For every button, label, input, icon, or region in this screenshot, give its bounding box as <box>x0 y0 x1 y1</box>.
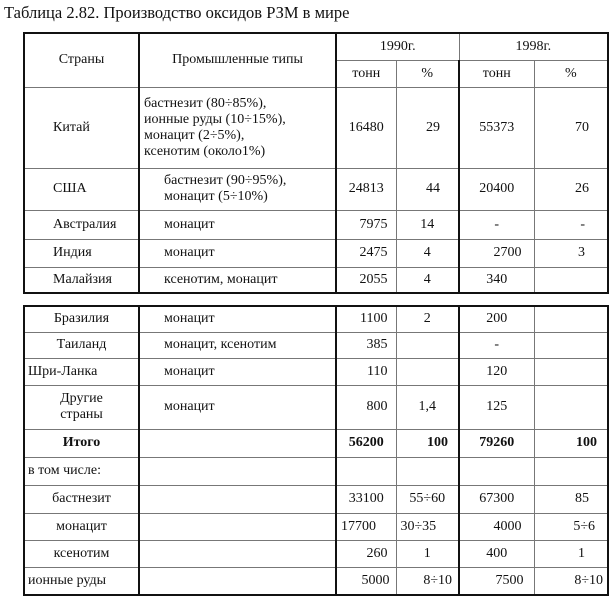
country-cell: монацит <box>24 513 139 540</box>
table-row <box>24 239 608 267</box>
types-cell: монацит <box>139 358 336 385</box>
country-cell: в том числе: <box>24 457 139 485</box>
header-pct-1990: % <box>396 60 459 87</box>
pct-1990-cell <box>396 457 459 485</box>
table-row <box>24 267 608 293</box>
country-cell: бастнезит <box>24 485 139 513</box>
country-cell <box>24 385 139 429</box>
pct-1990-cell: 1,4 <box>396 385 459 429</box>
tons-1998-cell <box>459 457 534 485</box>
pct-1990-cell: 30÷35 <box>396 513 459 540</box>
type-line: бастнезит (90÷95%), <box>164 173 287 188</box>
country-cell: ксенотим <box>24 540 139 567</box>
country-cell: Шри-Ланка <box>24 358 139 385</box>
types-cell <box>139 513 336 540</box>
tons-1998-cell: 125 <box>459 385 534 429</box>
country-cell: Индия <box>24 239 139 267</box>
pct-1998-cell: 5÷6 <box>534 513 608 540</box>
country-line: Другие <box>60 391 103 406</box>
table-row <box>24 332 608 358</box>
table-row <box>24 513 608 540</box>
header-tons-1998: тонн <box>459 60 534 87</box>
country-cell: США <box>24 168 139 210</box>
type-line: ионные руды (10÷15%), <box>144 111 286 127</box>
types-cell: монацит <box>139 306 336 332</box>
pct-1998-cell <box>534 358 608 385</box>
types-cell <box>139 457 336 485</box>
table-caption: Таблица 2.82. Производство оксидов РЗМ в мире <box>4 3 350 22</box>
types-cell <box>139 429 336 457</box>
country-line: страны <box>60 407 103 422</box>
pct-1998-cell: 1 <box>534 540 608 567</box>
tons-1990-cell: 2475 <box>336 239 396 267</box>
pct-1998-cell: 85 <box>534 485 608 513</box>
pct-1990-cell: 44 <box>396 168 459 210</box>
pct-1998-cell <box>534 385 608 429</box>
tons-1998-cell: 400 <box>459 540 534 567</box>
tons-1998-cell: - <box>459 210 534 239</box>
tons-1990-cell: 24813 <box>336 168 396 210</box>
tons-1990-cell: 1100 <box>336 306 396 332</box>
types-cell <box>139 567 336 595</box>
header-countries: Страны <box>24 33 139 87</box>
country-cell: Итого <box>24 429 139 457</box>
tons-1990-cell: 260 <box>336 540 396 567</box>
table-row <box>24 168 608 210</box>
header-industrial-types: Промышленные типы <box>139 33 336 87</box>
pct-1990-cell <box>396 358 459 385</box>
tons-1998-cell: 200 <box>459 306 534 332</box>
country-cell: Бразилия <box>24 306 139 332</box>
tons-1990-cell: 17700 <box>336 513 396 540</box>
pct-1998-cell <box>534 332 608 358</box>
pct-1990-cell: 55÷60 <box>396 485 459 513</box>
pct-1990-cell: 8÷10 <box>396 567 459 595</box>
tons-1990-cell <box>336 457 396 485</box>
tons-1998-cell: 67300 <box>459 485 534 513</box>
pct-1990-cell: 4 <box>396 239 459 267</box>
tons-1990-cell: 33100 <box>336 485 396 513</box>
types-cell: ксенотим, монацит <box>139 267 336 293</box>
country-cell: Таиланд <box>24 332 139 358</box>
header-year-1990: 1990г. <box>336 33 459 60</box>
type-line: бастнезит (80÷85%), <box>144 95 267 111</box>
tons-1990-cell: 110 <box>336 358 396 385</box>
types-cell <box>139 540 336 567</box>
table-row <box>24 87 608 168</box>
table-row <box>24 358 608 385</box>
table-row <box>24 567 608 595</box>
tons-1998-cell: - <box>459 332 534 358</box>
type-line: монацит (5÷10%) <box>164 189 268 204</box>
types-cell <box>139 87 336 168</box>
pct-1998-cell: 70 <box>534 87 608 168</box>
header-row-years <box>24 33 608 60</box>
tons-1998-cell: 4000 <box>459 513 534 540</box>
country-cell: Австралия <box>24 210 139 239</box>
pct-1990-cell: 14 <box>396 210 459 239</box>
pct-1998-cell: - <box>534 210 608 239</box>
types-cell <box>139 485 336 513</box>
header-tons-1990: тонн <box>336 60 396 87</box>
types-cell <box>139 168 336 210</box>
table-row <box>24 385 608 429</box>
pct-1998-cell: 100 <box>534 429 608 457</box>
production-table-part2 <box>23 305 609 596</box>
tons-1990-cell: 56200 <box>336 429 396 457</box>
country-cell: Китай <box>24 87 139 168</box>
pct-1990-cell <box>396 332 459 358</box>
types-cell: монацит <box>139 239 336 267</box>
type-line: монацит (2÷5%), <box>144 127 245 143</box>
tons-1998-cell: 120 <box>459 358 534 385</box>
tons-1990-cell: 385 <box>336 332 396 358</box>
pct-1990-cell: 1 <box>396 540 459 567</box>
header-pct-1998: % <box>534 60 608 87</box>
header-year-1998: 1998г. <box>459 33 608 60</box>
pct-1998-cell <box>534 267 608 293</box>
types-cell: монацит <box>139 210 336 239</box>
tons-1998-cell: 340 <box>459 267 534 293</box>
table-row <box>24 306 608 332</box>
production-table-part1 <box>23 32 609 294</box>
country-cell: ионные руды <box>24 567 139 595</box>
table-row-total <box>24 429 608 457</box>
types-cell: монацит, ксенотим <box>139 332 336 358</box>
tons-1990-cell: 2055 <box>336 267 396 293</box>
tons-1998-cell: 20400 <box>459 168 534 210</box>
table-row <box>24 210 608 239</box>
table-row <box>24 485 608 513</box>
tons-1998-cell: 2700 <box>459 239 534 267</box>
pct-1998-cell: 8÷10 <box>534 567 608 595</box>
table-row <box>24 540 608 567</box>
type-line: ксенотим (около1%) <box>144 143 266 159</box>
pct-1998-cell <box>534 306 608 332</box>
tons-1998-cell: 79260 <box>459 429 534 457</box>
pct-1998-cell: 3 <box>534 239 608 267</box>
tons-1998-cell: 7500 <box>459 567 534 595</box>
pct-1990-cell: 29 <box>396 87 459 168</box>
pct-1998-cell: 26 <box>534 168 608 210</box>
pct-1998-cell <box>534 457 608 485</box>
types-cell: монацит <box>139 385 336 429</box>
tons-1990-cell: 16480 <box>336 87 396 168</box>
pct-1990-cell: 4 <box>396 267 459 293</box>
pct-1990-cell: 2 <box>396 306 459 332</box>
pct-1990-cell: 100 <box>396 429 459 457</box>
country-cell: Малайзия <box>24 267 139 293</box>
table-row <box>24 457 608 485</box>
tons-1990-cell: 800 <box>336 385 396 429</box>
tons-1990-cell: 5000 <box>336 567 396 595</box>
tons-1998-cell: 55373 <box>459 87 534 168</box>
tons-1990-cell: 7975 <box>336 210 396 239</box>
